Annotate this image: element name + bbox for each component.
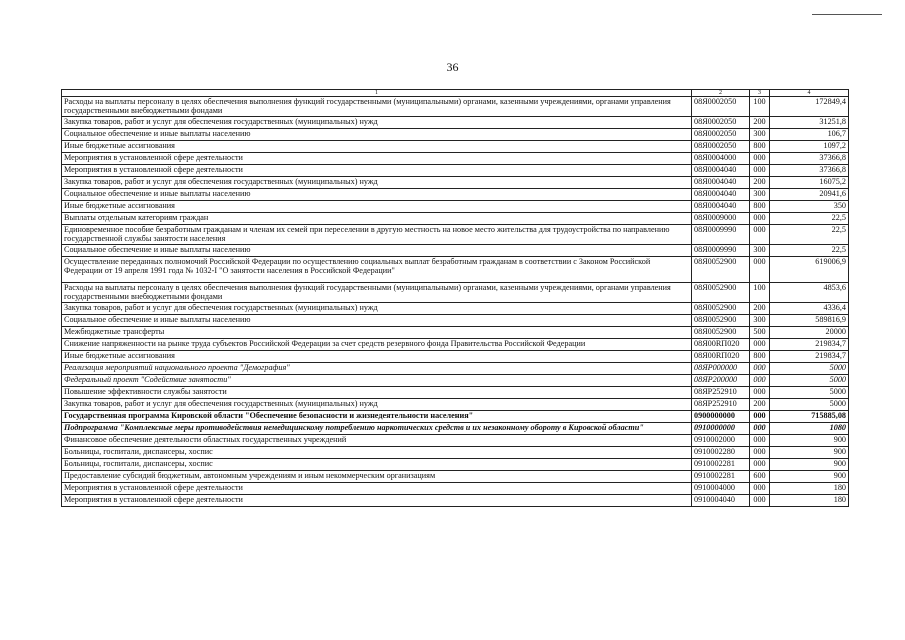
row-name-cell: Социальное обеспечение и иные выплаты населению [62,188,692,200]
table-row [62,116,849,128]
row-name-cell: Закупка товаров, работ и услуг для обеспечения государственных (муниципальных) нужд [62,116,692,128]
row-code-cell: 0910002000 [692,434,750,446]
row-code-cell: 08ЯР000000 [692,362,750,374]
row-sum-cell: 172849,4 [770,97,849,117]
row-expense-type-cell: 000 [750,494,770,506]
row-code-cell: 08Я0002050 [692,97,750,117]
table-row [62,152,849,164]
row-code-cell: 08Я0052900 [692,302,750,314]
row-sum-cell: 900 [770,470,849,482]
row-name-cell: Снижение напряженности на рынке труда субъектов Российской Федерации за счет средств резервного фонда Правительства Российской Федерации [62,338,692,350]
row-expense-type-cell: 800 [750,140,770,152]
header-col-1: 1 [62,90,692,97]
table-row [62,256,849,282]
table-row [62,410,849,422]
row-code-cell: 0910000000 [692,422,750,434]
row-sum-cell: 22,5 [770,212,849,224]
row-expense-type-cell: 000 [750,386,770,398]
table-row [62,314,849,326]
row-sum-cell: 900 [770,434,849,446]
row-expense-type-cell: 800 [750,350,770,362]
row-name-cell: Государственная программа Кировской области "Обеспечение безопасности и жизнедеятельности населения" [62,410,692,422]
row-sum-cell: 37366,8 [770,152,849,164]
row-name-cell: Мероприятия в установленной сфере деятельности [62,152,692,164]
row-sum-cell: 37366,8 [770,164,849,176]
row-sum-cell: 5000 [770,362,849,374]
row-expense-type-cell: 000 [750,422,770,434]
row-code-cell: 08Я0004040 [692,200,750,212]
row-sum-cell: 5000 [770,374,849,386]
table-row [62,128,849,140]
table-row [62,482,849,494]
row-name-cell: Мероприятия в установленной сфере деятельности [62,482,692,494]
row-sum-cell: 20941,6 [770,188,849,200]
row-code-cell: 0910002281 [692,470,750,482]
row-sum-cell: 180 [770,482,849,494]
row-expense-type-cell: 300 [750,128,770,140]
row-name-cell: Закупка товаров, работ и услуг для обеспечения государственных (муниципальных) нужд [62,398,692,410]
row-name-cell: Социальное обеспечение и иные выплаты населению [62,128,692,140]
row-name-cell: Расходы на выплаты персоналу в целях обеспечения выполнения функций государственными (муниципальными) органами, казенными учреждениями, органами управления государственными внебюджетными фондами [62,282,692,302]
row-expense-type-cell: 000 [750,212,770,224]
row-name-cell: Единовременное пособие безработным гражданам и членам их семей при переселении в другую местность на новое место жительства для трудоустройства по направлению государственной службы занятости населения [62,224,692,244]
table-row [62,212,849,224]
row-code-cell: 0910002281 [692,458,750,470]
row-name-cell: Осуществление переданных полномочий Российской Федерации по осуществлению социальных выплат безработным гражданам в соответствии с Законом Российской Федерации от 19 апреля 1991 года № 1032-I "О занятости населения в Российской Федерации" [62,256,692,282]
row-sum-cell: 20000 [770,326,849,338]
table-row [62,494,849,506]
table-header-row [62,90,849,97]
row-sum-cell: 16075,2 [770,176,849,188]
row-sum-cell: 31251,8 [770,116,849,128]
row-code-cell: 08Я00RП020 [692,350,750,362]
row-sum-cell: 106,7 [770,128,849,140]
table-row [62,398,849,410]
row-code-cell: 08Я0004040 [692,176,750,188]
header-col-3: 3 [750,90,770,97]
table-row [62,224,849,244]
table-row [62,374,849,386]
row-expense-type-cell: 000 [750,434,770,446]
table-row [62,350,849,362]
row-code-cell: 08Я0052900 [692,282,750,302]
row-sum-cell: 1080 [770,422,849,434]
row-sum-cell: 219834,7 [770,350,849,362]
row-expense-type-cell: 000 [750,362,770,374]
row-name-cell: Мероприятия в установленной сфере деятельности [62,164,692,176]
row-expense-type-cell: 000 [750,458,770,470]
row-expense-type-cell: 000 [750,152,770,164]
row-sum-cell: 4853,6 [770,282,849,302]
row-name-cell: Межбюджетные трансферты [62,326,692,338]
row-name-cell: Мероприятия в установленной сфере деятельности [62,494,692,506]
row-name-cell: Предоставление субсидий бюджетным, автономным учреждениям и иным некоммерческим организациям [62,470,692,482]
row-sum-cell: 350 [770,200,849,212]
row-name-cell: Больницы, госпитали, диспансеры, хоспис [62,458,692,470]
row-expense-type-cell: 200 [750,398,770,410]
row-name-cell: Закупка товаров, работ и услуг для обеспечения государственных (муниципальных) нужд [62,176,692,188]
row-name-cell: Финансовое обеспечение деятельности областных государственных учреждений [62,434,692,446]
row-code-cell: 0910004000 [692,482,750,494]
row-name-cell: Социальное обеспечение и иные выплаты населению [62,244,692,256]
table-row [62,422,849,434]
table-row [62,470,849,482]
table-row [62,176,849,188]
row-code-cell: 08Я0052900 [692,256,750,282]
table-row [62,326,849,338]
row-code-cell: 08Я0002050 [692,128,750,140]
row-name-cell: Иные бюджетные ассигнования [62,140,692,152]
row-code-cell: 08Я0002050 [692,116,750,128]
row-code-cell: 0900000000 [692,410,750,422]
corner-rule [812,14,882,15]
row-name-cell: Больницы, госпитали, диспансеры, хоспис [62,446,692,458]
table-row [62,386,849,398]
page-number: 36 [446,60,459,74]
row-name-cell: Федеральный проект "Содействие занятости" [62,374,692,386]
row-expense-type-cell: 000 [750,410,770,422]
row-code-cell: 08Я0004040 [692,164,750,176]
row-expense-type-cell: 000 [750,482,770,494]
header-col-4: 4 [770,90,849,97]
row-code-cell: 08Я0009990 [692,224,750,244]
row-code-cell: 08Я00RП020 [692,338,750,350]
table-row [62,446,849,458]
row-name-cell: Иные бюджетные ассигнования [62,350,692,362]
row-code-cell: 08Я0052900 [692,314,750,326]
table-row [62,458,849,470]
row-expense-type-cell: 300 [750,188,770,200]
row-expense-type-cell: 100 [750,97,770,117]
row-sum-cell: 22,5 [770,224,849,244]
row-code-cell: 08Я0009000 [692,212,750,224]
row-name-cell: Социальное обеспечение и иные выплаты населению [62,314,692,326]
table-row [62,282,849,302]
row-sum-cell: 900 [770,446,849,458]
row-name-cell: Повышение эффективности службы занятости [62,386,692,398]
row-sum-cell: 4336,4 [770,302,849,314]
row-code-cell: 0910002280 [692,446,750,458]
header-col-2: 2 [692,90,750,97]
row-sum-cell: 589816,9 [770,314,849,326]
row-sum-cell: 5000 [770,398,849,410]
row-sum-cell: 180 [770,494,849,506]
row-name-cell: Расходы на выплаты персоналу в целях обеспечения выполнения функций государственными (муниципальными) органами, казенными учреждениями, органами управления государственными внебюджетными фондами [62,97,692,117]
row-name-cell: Подпрограмма "Комплексные меры противодействия немедицинскому потреблению наркотических средств и их незаконному обороту в Кировской области" [62,422,692,434]
table-row [62,140,849,152]
row-name-cell: Закупка товаров, работ и услуг для обеспечения государственных (муниципальных) нужд [62,302,692,314]
row-expense-type-cell: 600 [750,470,770,482]
row-code-cell: 0910004040 [692,494,750,506]
row-sum-cell: 219834,7 [770,338,849,350]
row-code-cell: 08ЯР252910 [692,398,750,410]
row-expense-type-cell: 000 [750,338,770,350]
row-code-cell: 08Я0002050 [692,140,750,152]
table-row [62,97,849,117]
row-expense-type-cell: 000 [750,446,770,458]
row-sum-cell: 5000 [770,386,849,398]
row-sum-cell: 900 [770,458,849,470]
row-expense-type-cell: 300 [750,314,770,326]
row-name-cell: Реализация мероприятий национального проекта "Демография" [62,362,692,374]
table-row [62,338,849,350]
table-row [62,302,849,314]
row-code-cell: 08Я0004000 [692,152,750,164]
row-expense-type-cell: 800 [750,200,770,212]
row-expense-type-cell: 200 [750,116,770,128]
row-sum-cell: 619006,9 [770,256,849,282]
row-code-cell: 08Я0009990 [692,244,750,256]
row-sum-cell: 1097,2 [770,140,849,152]
row-expense-type-cell: 300 [750,244,770,256]
table-row [62,200,849,212]
table-row [62,244,849,256]
table-row [62,188,849,200]
row-expense-type-cell: 500 [750,326,770,338]
budget-table [61,89,849,507]
row-sum-cell: 715885,08 [770,410,849,422]
table-row [62,362,849,374]
table-row [62,164,849,176]
row-name-cell: Иные бюджетные ассигнования [62,200,692,212]
row-expense-type-cell: 100 [750,282,770,302]
table-row [62,434,849,446]
row-expense-type-cell: 200 [750,176,770,188]
row-sum-cell: 22,5 [770,244,849,256]
row-code-cell: 08Я0004040 [692,188,750,200]
row-name-cell: Выплаты отдельным категориям граждан [62,212,692,224]
row-expense-type-cell: 000 [750,164,770,176]
row-code-cell: 08Я0052900 [692,326,750,338]
row-expense-type-cell: 000 [750,256,770,282]
row-expense-type-cell: 200 [750,302,770,314]
row-code-cell: 08ЯР252910 [692,386,750,398]
row-expense-type-cell: 000 [750,374,770,386]
row-expense-type-cell: 000 [750,224,770,244]
row-code-cell: 08ЯР200000 [692,374,750,386]
